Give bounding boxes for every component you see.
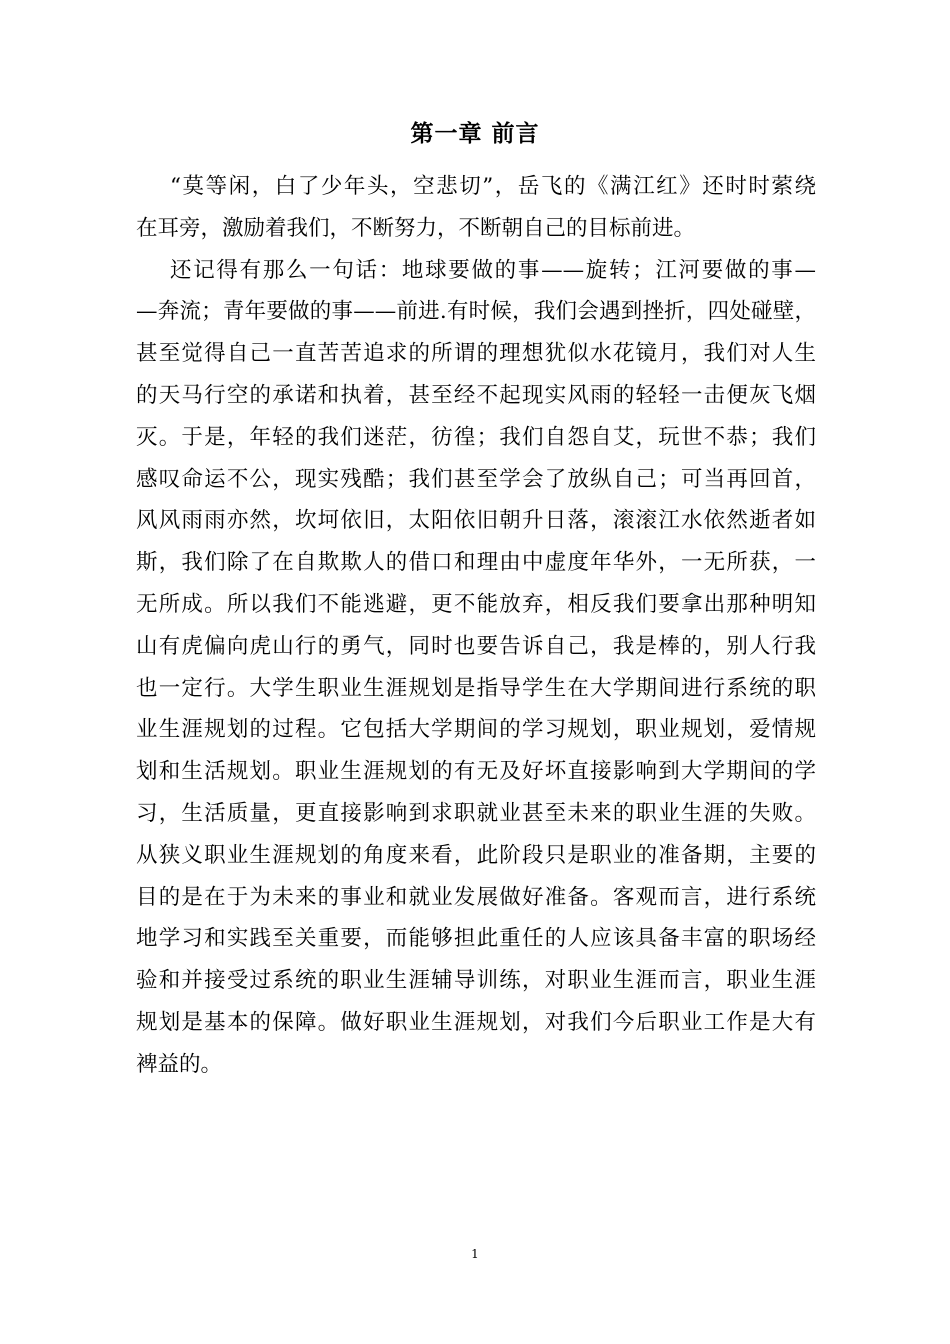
- text-line: 感叹命运不公，现实残酷；我们甚至学会了放纵自己；可当再回首，: [136, 466, 816, 492]
- text-line: 目的是在于为未来的事业和就业发展做好准备。客观而言，进行系统: [136, 884, 816, 910]
- text-line: 从狭义职业生涯规划的角度来看，此阶段只是职业的准备期，主要的: [136, 842, 816, 868]
- text-line: 山有虎偏向虎山行的勇气，同时也要告诉自己，我是棒的，别人行我: [136, 633, 816, 659]
- text-line: 还记得有那么一句话：地球要做的事——旋转；江河要做的事—: [170, 257, 816, 283]
- text-line: 风风雨雨亦然，坎坷依旧，太阳依旧朝升日落，滚滚江水依然逝者如: [136, 508, 816, 534]
- text-line: 业生涯规划的过程。它包括大学期间的学习规划，职业规划，爱情规: [136, 717, 816, 743]
- text-line: “莫等闲，白了少年头，空悲切”，岳飞的《满江红》还时时萦绕: [170, 174, 816, 199]
- text-line: 的天马行空的承诺和执着，甚至经不起现实风雨的轻轻一击便灰飞烟: [136, 382, 816, 408]
- text-line: 裨益的。: [136, 1051, 223, 1077]
- text-line: —奔流；青年要做的事——前进.有时候，我们会遇到挫折，四处碰壁，: [136, 299, 816, 325]
- text-line: 地学习和实践至关重要，而能够担此重任的人应该具备丰富的职场经: [136, 926, 816, 952]
- text-line: 灭。于是，年轻的我们迷茫，彷徨；我们自怨自艾，玩世不恭；我们: [136, 424, 816, 450]
- text-line: 无所成。所以我们不能逃避，更不能放弃，相反我们要拿出那种明知: [136, 591, 816, 617]
- text-line: 甚至觉得自己一直苦苦追求的所谓的理想犹似水花镜月，我们对人生: [136, 341, 816, 367]
- text-line: 规划是基本的保障。做好职业生涯规划，对我们今后职业工作是大有: [136, 1009, 816, 1035]
- text-line: 也一定行。大学生职业生涯规划是指导学生在大学期间进行系统的职: [136, 675, 816, 701]
- text-line: 习，生活质量，更直接影响到求职就业甚至未来的职业生涯的失败。: [136, 800, 816, 826]
- text-line: 在耳旁，激励着我们，不断努力，不断朝自己的目标前进。: [136, 215, 696, 241]
- text-line: 划和生活规划。职业生涯规划的有无及好坏直接影响到大学期间的学: [136, 759, 816, 785]
- page-number: 1: [471, 1247, 479, 1261]
- text-line: 验和并接受过系统的职业生涯辅导训练，对职业生涯而言，职业生涯: [136, 968, 816, 994]
- chapter-title: 第一章 前言: [410, 120, 540, 147]
- text-line: 斯，我们除了在自欺欺人的借口和理由中虚度年华外，一无所获，一: [136, 550, 816, 576]
- body-text: [136, 166, 816, 1086]
